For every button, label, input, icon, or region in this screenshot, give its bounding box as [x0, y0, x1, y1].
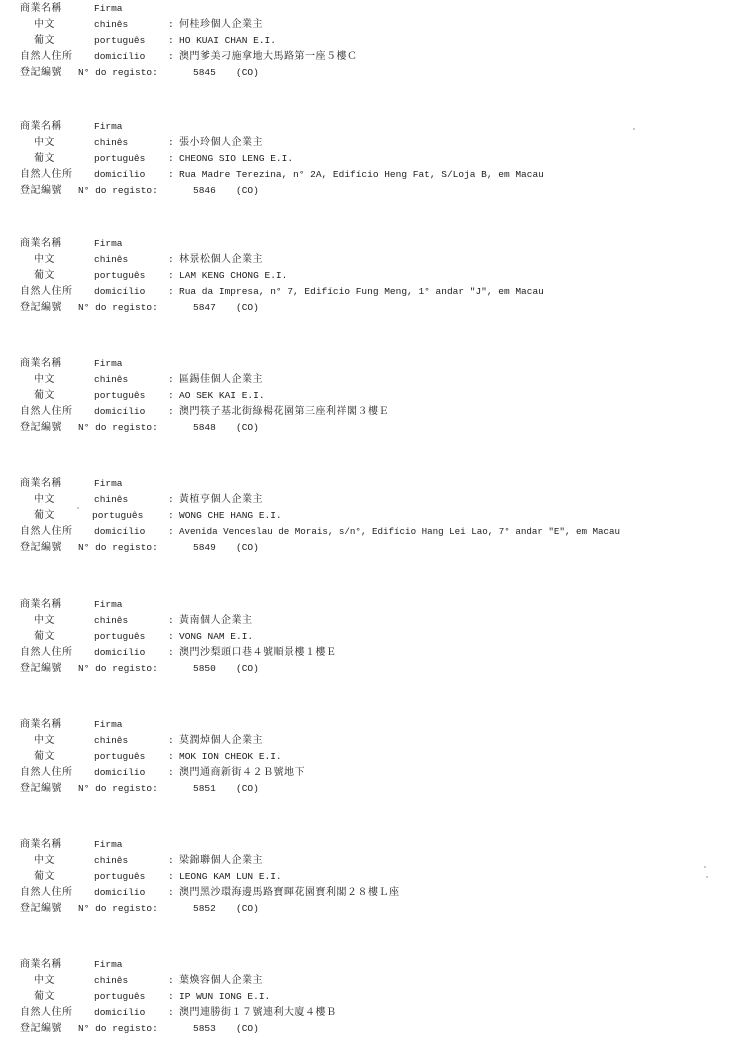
- chinese-name: 莫潤焯個人企業主: [179, 735, 263, 746]
- firma-label-pt: Firma: [94, 121, 123, 132]
- colon: :: [168, 991, 174, 1002]
- registration-number: 5853: [193, 1023, 216, 1034]
- firma-label-zh: 商業名稱: [20, 121, 62, 132]
- firma-label-pt: Firma: [94, 3, 123, 14]
- registo-label-zh: 登記編號: [20, 903, 62, 914]
- chines-label-zh: 中文: [34, 975, 55, 986]
- scan-speck: [77, 507, 79, 509]
- registo-label-zh: 登記編號: [20, 783, 62, 794]
- portugues-label-zh: 葡文: [34, 991, 55, 1002]
- colon: :: [168, 510, 174, 521]
- registo-label-pt: N° do registo:: [78, 542, 158, 553]
- firma-label-pt: Firma: [94, 719, 123, 730]
- portuguese-name: MOK ION CHEOK E.I.: [179, 751, 282, 762]
- portuguese-name: IP WUN IONG E.I.: [179, 991, 271, 1002]
- portugues-label-zh: 葡文: [34, 270, 55, 281]
- registo-label-zh: 登記編號: [20, 1023, 62, 1034]
- registry-entry: [0, 1, 729, 91]
- colon: :: [168, 751, 174, 762]
- colon: :: [168, 855, 174, 866]
- chines-label-zh: 中文: [34, 19, 55, 30]
- colon: :: [168, 374, 174, 385]
- colon: :: [168, 615, 174, 626]
- domicilio-label-pt: domicílio: [94, 286, 146, 297]
- portugues-label-pt: português: [94, 35, 146, 46]
- domicilio-label-pt: domicílio: [94, 1007, 146, 1018]
- domicilio-label-zh: 自然人住所: [20, 406, 73, 417]
- portuguese-name: LAM KENG CHONG E.I.: [179, 270, 288, 281]
- portugues-label-pt: português: [92, 510, 144, 521]
- registo-label-pt: N° do registo:: [78, 903, 158, 914]
- registration-type: (CO): [236, 542, 259, 553]
- registry-entry: [0, 236, 729, 326]
- colon: :: [168, 887, 174, 898]
- firma-label-zh: 商業名稱: [20, 478, 62, 489]
- domicile-address: 澳門通商新街４２Ｂ號地下: [179, 767, 305, 778]
- registo-label-pt: N° do registo:: [78, 783, 158, 794]
- colon: :: [168, 35, 174, 46]
- domicilio-label-pt: domicílio: [94, 526, 146, 537]
- chines-label-pt: chinês: [94, 735, 129, 746]
- chinese-name: 黃南個人企業主: [179, 615, 253, 626]
- registo-label-zh: 登記編號: [20, 663, 62, 674]
- registo-label-pt: N° do registo:: [78, 422, 158, 433]
- registration-type: (CO): [236, 783, 259, 794]
- colon: :: [168, 647, 174, 658]
- firma-label-pt: Firma: [94, 358, 123, 369]
- registo-label-pt: N° do registo:: [78, 67, 158, 78]
- chinese-name: 梁錦聯個人企業主: [179, 855, 263, 866]
- registration-number: 5849: [193, 542, 216, 553]
- registry-entry: [0, 957, 729, 1047]
- chines-label-pt: chinês: [94, 615, 129, 626]
- colon: :: [168, 286, 174, 297]
- domicile-address: 澳門連勝街１７號連利大廈４樓Ｂ: [179, 1007, 337, 1018]
- portugues-label-zh: 葡文: [34, 631, 55, 642]
- portugues-label-pt: português: [94, 153, 146, 164]
- domicilio-label-zh: 自然人住所: [20, 887, 73, 898]
- portuguese-name: LEONG KAM LUN E.I.: [179, 871, 282, 882]
- portuguese-name: CHEONG SIO LENG E.I.: [179, 153, 294, 164]
- registry-entry: [0, 119, 729, 209]
- registo-label-pt: N° do registo:: [78, 302, 158, 313]
- chines-label-zh: 中文: [34, 374, 55, 385]
- colon: :: [168, 137, 174, 148]
- portuguese-name: HO KUAI CHAN E.I.: [179, 35, 276, 46]
- chines-label-pt: chinês: [94, 19, 129, 30]
- domicilio-label-pt: domicílio: [94, 647, 146, 658]
- registration-number: 5846: [193, 185, 216, 196]
- portuguese-name: VONG NAM E.I.: [179, 631, 254, 642]
- colon: :: [168, 631, 174, 642]
- chinese-name: 區錫佳個人企業主: [179, 374, 263, 385]
- registo-label-zh: 登記編號: [20, 185, 62, 196]
- colon: :: [168, 254, 174, 265]
- scan-speck: [706, 876, 708, 878]
- registo-label-zh: 登記編號: [20, 302, 62, 313]
- registo-label-zh: 登記編號: [20, 542, 62, 553]
- registry-entry: [0, 837, 729, 927]
- domicilio-label-zh: 自然人住所: [20, 526, 73, 537]
- chines-label-pt: chinês: [94, 975, 129, 986]
- domicilio-label-zh: 自然人住所: [20, 767, 73, 778]
- domicile-address: 澳門筷子基北街綠楊花園第三座利祥閣３樓Ｅ: [179, 406, 389, 417]
- domicilio-label-pt: domicílio: [94, 767, 146, 778]
- colon: :: [168, 390, 174, 401]
- registo-label-pt: N° do registo:: [78, 185, 158, 196]
- firma-label-pt: Firma: [94, 238, 123, 249]
- scan-speck: [704, 866, 706, 868]
- registry-entry: [0, 356, 729, 446]
- colon: :: [168, 51, 174, 62]
- portugues-label-pt: português: [94, 871, 146, 882]
- registo-label-zh: 登記編號: [20, 422, 62, 433]
- registration-type: (CO): [236, 67, 259, 78]
- registration-type: (CO): [236, 663, 259, 674]
- firma-label-zh: 商業名稱: [20, 599, 62, 610]
- firma-label-zh: 商業名稱: [20, 959, 62, 970]
- domicile-address: 澳門沙梨頭口巷４號順景樓１樓Ｅ: [179, 647, 337, 658]
- firma-label-pt: Firma: [94, 478, 123, 489]
- registry-entry: [0, 717, 729, 807]
- chinese-name: 黃植亨個人企業主: [179, 494, 263, 505]
- colon: :: [168, 494, 174, 505]
- colon: :: [168, 871, 174, 882]
- colon: :: [168, 406, 174, 417]
- firma-label-zh: 商業名稱: [20, 719, 62, 730]
- chines-label-zh: 中文: [34, 855, 55, 866]
- registry-entry: [0, 597, 729, 687]
- firma-label-zh: 商業名稱: [20, 238, 62, 249]
- colon: :: [168, 735, 174, 746]
- registration-number: 5852: [193, 903, 216, 914]
- registration-number: 5845: [193, 67, 216, 78]
- domicilio-label-zh: 自然人住所: [20, 647, 73, 658]
- registration-number: 5850: [193, 663, 216, 674]
- portugues-label-zh: 葡文: [34, 871, 55, 882]
- chinese-name: 林景松個人企業主: [179, 254, 263, 265]
- registration-number: 5848: [193, 422, 216, 433]
- registo-label-pt: N° do registo:: [78, 663, 158, 674]
- chines-label-pt: chinês: [94, 137, 129, 148]
- chinese-name: 葉煥容個人企業主: [179, 975, 263, 986]
- registration-type: (CO): [236, 185, 259, 196]
- portugues-label-pt: português: [94, 631, 146, 642]
- firma-label-zh: 商業名稱: [20, 3, 62, 14]
- portugues-label-pt: português: [94, 270, 146, 281]
- registo-label-pt: N° do registo:: [78, 1023, 158, 1034]
- colon: :: [168, 153, 174, 164]
- colon: :: [168, 975, 174, 986]
- registration-type: (CO): [236, 903, 259, 914]
- firma-label-zh: 商業名稱: [20, 839, 62, 850]
- portugues-label-zh: 葡文: [34, 35, 55, 46]
- registry-entry: [0, 476, 729, 566]
- domicilio-label-zh: 自然人住所: [20, 286, 73, 297]
- portugues-label-zh: 葡文: [34, 390, 55, 401]
- colon: :: [168, 526, 174, 537]
- portugues-label-pt: português: [94, 991, 146, 1002]
- domicile-address: 澳門爹美刁施拿地大馬路第一座５樓Ｃ: [179, 51, 358, 62]
- domicilio-label-zh: 自然人住所: [20, 169, 73, 180]
- portugues-label-zh: 葡文: [34, 510, 55, 521]
- registration-type: (CO): [236, 422, 259, 433]
- domicile-address: Rua Madre Terezina, n° 2A, Edifício Heng Fat, S/Loja B, em Macau: [179, 169, 544, 180]
- domicilio-label-pt: domicílio: [94, 169, 146, 180]
- domicile-address: 澳門黑沙環海邊馬路寶暉花園寶利閣２８樓Ｌ座: [179, 887, 400, 898]
- chines-label-zh: 中文: [34, 254, 55, 265]
- firma-label-pt: Firma: [94, 959, 123, 970]
- registo-label-zh: 登記編號: [20, 67, 62, 78]
- domicilio-label-zh: 自然人住所: [20, 1007, 73, 1018]
- portuguese-name: AO SEK KAI E.I.: [179, 390, 265, 401]
- chines-label-zh: 中文: [34, 137, 55, 148]
- chines-label-pt: chinês: [94, 494, 129, 505]
- domicilio-label-pt: domicílio: [94, 51, 146, 62]
- registration-type: (CO): [236, 1023, 259, 1034]
- colon: :: [168, 270, 174, 281]
- firma-label-zh: 商業名稱: [20, 358, 62, 369]
- colon: :: [168, 767, 174, 778]
- colon: :: [168, 169, 174, 180]
- chines-label-pt: chinês: [94, 374, 129, 385]
- registration-number: 5851: [193, 783, 216, 794]
- colon: :: [168, 19, 174, 30]
- chines-label-zh: 中文: [34, 615, 55, 626]
- registration-number: 5847: [193, 302, 216, 313]
- chines-label-pt: chinês: [94, 855, 129, 866]
- portugues-label-pt: português: [94, 390, 146, 401]
- domicile-address: Avenida Venceslau de Morais, s/n°, Edifício Hang Lei Lao, 7° andar "E", em Macau: [179, 526, 621, 537]
- portugues-label-zh: 葡文: [34, 153, 55, 164]
- domicilio-label-pt: domicílio: [94, 406, 146, 417]
- chines-label-zh: 中文: [34, 735, 55, 746]
- domicilio-label-zh: 自然人住所: [20, 51, 73, 62]
- portugues-label-pt: português: [94, 751, 146, 762]
- firma-label-pt: Firma: [94, 599, 123, 610]
- portugues-label-zh: 葡文: [34, 751, 55, 762]
- domicilio-label-pt: domicílio: [94, 887, 146, 898]
- firma-label-pt: Firma: [94, 839, 123, 850]
- chinese-name: 何桂珍個人企業主: [179, 19, 263, 30]
- portuguese-name: WONG CHE HANG E.I.: [179, 510, 282, 521]
- registration-type: (CO): [236, 302, 259, 313]
- scan-speck: [633, 128, 635, 130]
- chines-label-pt: chinês: [94, 254, 129, 265]
- domicile-address: Rua da Impresa, n° 7, Edifício Fung Meng, 1° andar "J", em Macau: [179, 286, 544, 297]
- chinese-name: 張小玲個人企業主: [179, 137, 263, 148]
- chines-label-zh: 中文: [34, 494, 55, 505]
- colon: :: [168, 1007, 174, 1018]
